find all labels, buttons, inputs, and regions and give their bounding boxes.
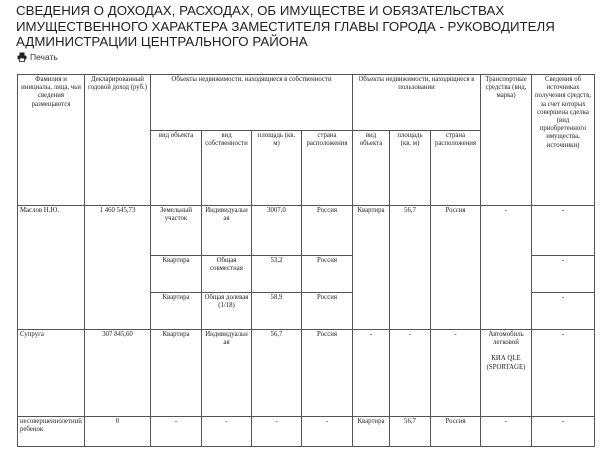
cell-sources: - bbox=[532, 206, 595, 256]
title-line-2: ИМУЩЕСТВЕННОГО ХАРАКТЕРА ЗАМЕСТИТЕЛЯ ГЛАВЫ ГОРОДА - РУКОВОДИТЕЛЯ bbox=[16, 18, 555, 34]
print-label: Печать bbox=[30, 52, 58, 62]
header-owned-country: страна расположения bbox=[302, 131, 353, 206]
cell-income: 0 bbox=[85, 417, 151, 447]
cell-owned-ownership: Индивидуальная bbox=[202, 330, 252, 417]
cell-sources: - bbox=[532, 293, 595, 330]
cell-name: Супруга bbox=[18, 330, 85, 417]
cell-owned-country: Россия bbox=[302, 330, 353, 417]
header-income: Декларированный годовой доход (руб.) bbox=[85, 75, 151, 206]
table-row bbox=[18, 417, 595, 447]
cell-used-area: 56,7 bbox=[390, 417, 431, 447]
title-line-3: АДМИНИСТРАЦИИ ЦЕНТРАЛЬНОГО РАЙОНА bbox=[16, 34, 308, 49]
cell-used-type: Квартира bbox=[353, 417, 390, 447]
table-row bbox=[18, 206, 595, 256]
transport-kind: Автомобиль легковой bbox=[488, 331, 524, 347]
cell-transport: - bbox=[481, 206, 532, 330]
cell-owned-ownership: Индивидуальная bbox=[202, 206, 252, 256]
cell-used-type: - bbox=[353, 330, 390, 417]
cell-used-type: Квартира bbox=[353, 206, 390, 330]
cell-owned-type: Квартира bbox=[151, 330, 202, 417]
header-transport: Транспортные средства (вид, марка) bbox=[481, 75, 532, 206]
cell-owned-type: Квартира bbox=[151, 256, 202, 293]
header-owned-ownership: вид собственности bbox=[202, 131, 252, 206]
cell-income: 1 460 545,73 bbox=[85, 206, 151, 330]
cell-owned-country: Россия bbox=[302, 293, 353, 330]
cell-used-country: Россия bbox=[431, 206, 481, 330]
cell-name: несовершеннолетний ребенок bbox=[18, 417, 85, 447]
cell-owned-area: 56,7 bbox=[252, 330, 302, 417]
header-used: Объекты недвижимости, находящиеся в пользовании bbox=[353, 75, 481, 131]
cell-used-country: - bbox=[431, 330, 481, 417]
cell-sources: - bbox=[532, 256, 595, 293]
cell-owned-area: - bbox=[252, 417, 302, 447]
cell-owned-area: 3007,0 bbox=[252, 206, 302, 256]
cell-owned-area: 58,9 bbox=[252, 293, 302, 330]
cell-used-area: 56,7 bbox=[390, 206, 431, 330]
cell-owned-ownership: Общая совместная bbox=[202, 256, 252, 293]
cell-transport: - bbox=[481, 417, 532, 447]
transport-model: КИА QLE (SPORTAGE) bbox=[486, 355, 526, 371]
cell-owned-ownership: Общая долевая (1/18) bbox=[202, 293, 252, 330]
cell-owned-country: - bbox=[302, 417, 353, 447]
cell-owned-country: Россия bbox=[302, 256, 353, 293]
header-used-type: вид объекта bbox=[353, 131, 390, 206]
printer-icon bbox=[17, 52, 27, 62]
cell-owned-type: Земельный участок bbox=[151, 206, 202, 256]
cell-owned-area: 53,2 bbox=[252, 256, 302, 293]
header-sources: Сведения об источниках получения средств, за счет которых совершена сделка (вид приобретенного имущества, источники) bbox=[532, 75, 595, 206]
declaration-table bbox=[17, 74, 595, 447]
print-link[interactable] bbox=[17, 51, 58, 63]
header-owned: Объекты недвижимости, находящиеся в собственности bbox=[151, 75, 353, 131]
header-name: Фамилия и инициалы, лица, чьи сведения размещаются bbox=[18, 75, 85, 206]
header-used-country: страна расположения bbox=[431, 131, 481, 206]
header-row-1 bbox=[18, 75, 595, 131]
cell-owned-ownership: - bbox=[202, 417, 252, 447]
cell-income: 307 845,60 bbox=[85, 330, 151, 417]
cell-used-country: Россия bbox=[431, 417, 481, 447]
cell-sources: - bbox=[532, 417, 595, 447]
header-used-area: площадь (кв. м) bbox=[390, 131, 431, 206]
page-title bbox=[16, 3, 596, 50]
header-owned-area: площадь (кв. м) bbox=[252, 131, 302, 206]
cell-owned-type: - bbox=[151, 417, 202, 447]
cell-owned-country: Россия bbox=[302, 206, 353, 256]
cell-sources: - bbox=[532, 330, 595, 417]
header-owned-type: вид объекта bbox=[151, 131, 202, 206]
table-row bbox=[18, 330, 595, 417]
cell-used-area: - bbox=[390, 330, 431, 417]
cell-name: Маслов Н.Ю. bbox=[18, 206, 85, 330]
cell-owned-type: Квартира bbox=[151, 293, 202, 330]
cell-transport bbox=[481, 330, 532, 417]
title-line-1: СВЕДЕНИЯ О ДОХОДАХ, РАСХОДАХ, ОБ ИМУЩЕСТВЕ И ОБЯЗАТЕЛЬСТВАХ bbox=[16, 3, 505, 18]
